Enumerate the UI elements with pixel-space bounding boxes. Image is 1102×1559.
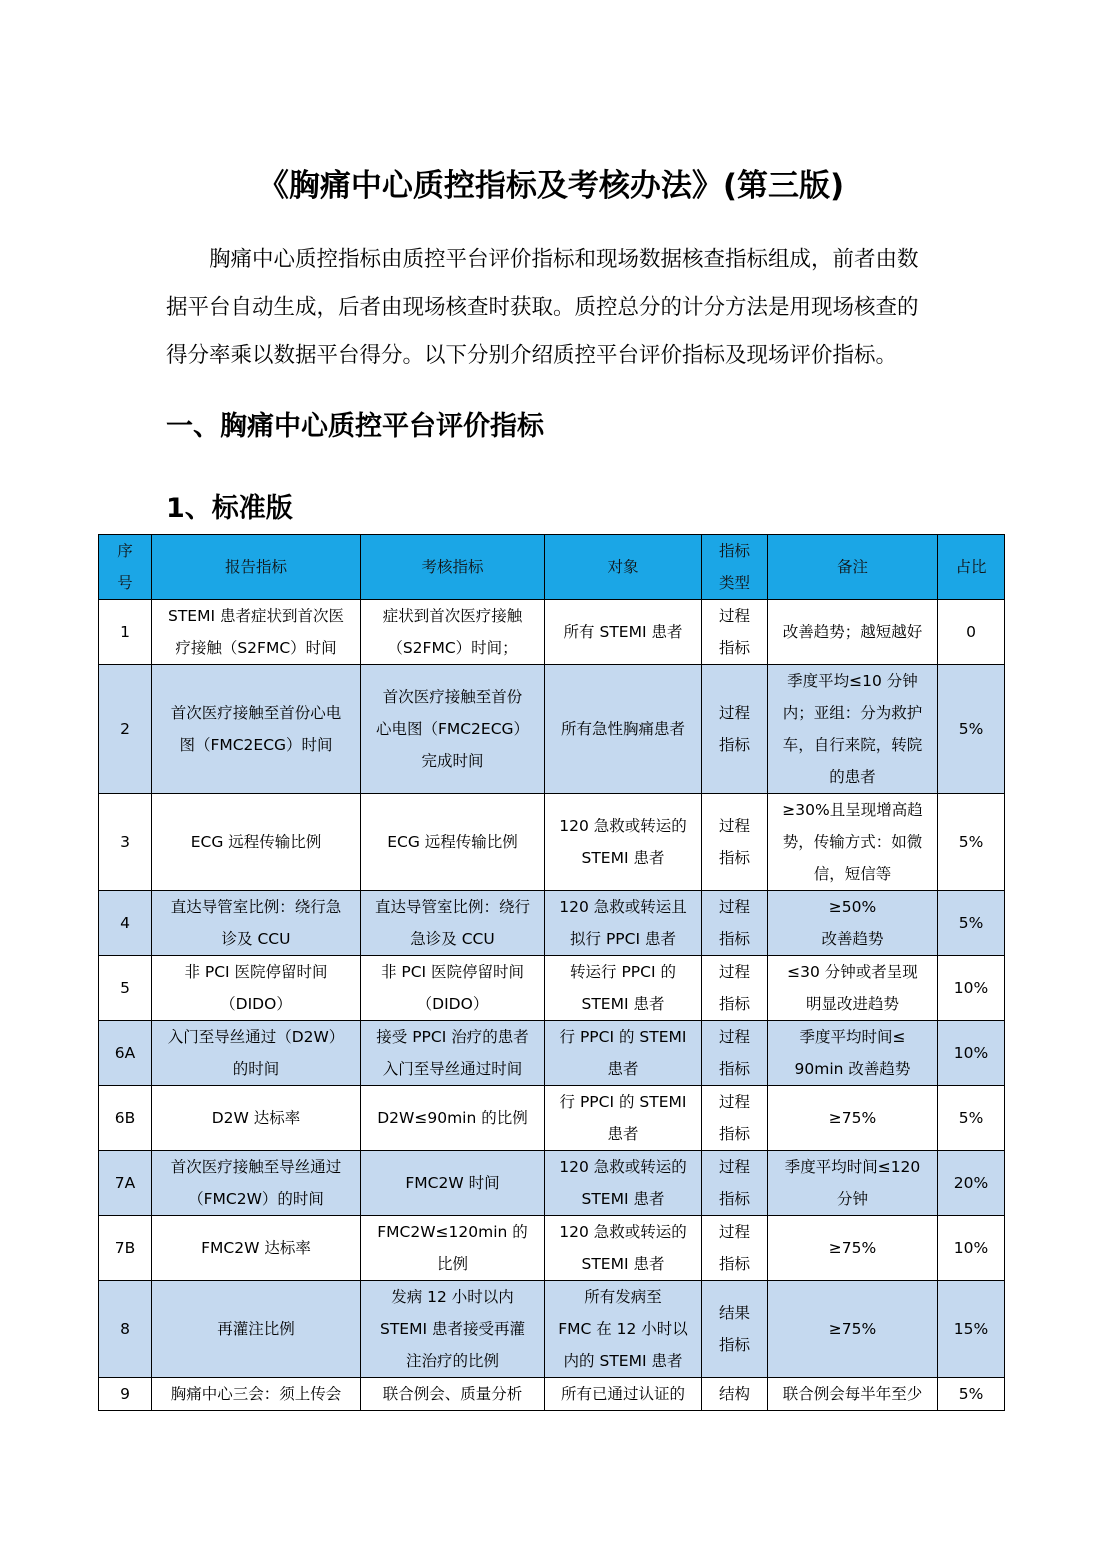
cell-indicator-type [702,956,768,1021]
cell-seq [99,1086,152,1151]
cell-text: 直达导管室比例：绕行急 [170,898,342,916]
cell-target [545,600,702,665]
cell-seq [99,1151,152,1216]
cell-text: 0 [966,623,976,641]
cell-text: 势，传输方式：如微 [782,833,923,851]
table-row [99,794,1005,891]
cell-text: 疗接触（S2FMC）时间 [175,639,337,657]
cell-text: 120 急救或转运且 [559,898,687,916]
cell-text: 指标 [718,1125,750,1143]
cell-text: 5% [958,914,984,932]
cell-text: 所有急性胸痛患者 [560,720,685,738]
cell-text: 过程 [718,817,750,835]
header-text: 类型 [718,574,750,592]
cell-text: （FMC2W）的时间 [188,1190,324,1208]
cell-text: 过程 [718,1158,750,1176]
cell-text: 过程 [718,1093,750,1111]
cell-text: 首次医疗接触至首份 [382,688,523,706]
cell-text: 过程 [718,898,750,916]
cell-text: STEMI 患者 [581,995,665,1013]
cell-text: 完成时间 [421,752,484,770]
cell-text: 明显改进趋势 [805,995,899,1013]
cell-text: 改善趋势；越短越好 [782,623,923,641]
cell-indicator-type [702,1021,768,1086]
cell-remark [768,1216,938,1281]
cell-text: 首次医疗接触至首份心电 [170,704,342,722]
cell-text: 5% [958,1109,984,1127]
cell-text: （S2FMC）时间； [387,639,518,657]
cell-remark [768,1151,938,1216]
cell-text: 120 急救或转运的 [559,817,687,835]
cell-text: 入门至导丝通过时间 [382,1060,523,1078]
cell-seq [99,1378,152,1411]
cell-seq [99,600,152,665]
cell-text: 联合例会、质量分析 [382,1385,523,1403]
header-text: 号 [117,574,133,592]
cell-seq [99,794,152,891]
cell-text: 季度平均时间≤120 [784,1158,921,1176]
cell-text: ≥50% [828,898,877,916]
cell-text: STEMI 患者 [581,1255,665,1273]
cell-text: 车，自行来院，转院 [782,736,923,754]
table-row [99,956,1005,1021]
cell-text: 接受 PPCI 治疗的患者 [376,1028,529,1046]
cell-text: 90min 改善趋势 [794,1060,911,1078]
cell-target [545,1021,702,1086]
cell-report-indicator [152,1086,361,1151]
cell-text: 的患者 [829,768,876,786]
cell-text: ≥75% [828,1320,877,1338]
cell-text: ≤30 分钟或者呈现 [787,963,918,981]
cell-text: 患者 [607,1060,639,1078]
cell-assessment-indicator [361,1378,545,1411]
table-row [99,1151,1005,1216]
cell-remark [768,1021,938,1086]
cell-text: 行 PPCI 的 STEMI [559,1028,687,1046]
document-title: 《胸痛中心质控指标及考核办法》(第三版) [257,168,845,204]
cell-text: 患者 [607,1125,639,1143]
cell-text: 比例 [436,1255,468,1273]
cell-indicator-type [702,1378,768,1411]
cell-assessment-indicator [361,956,545,1021]
cell-text: 所有发病至 [584,1288,662,1306]
cell-text: 首次医疗接触至导丝通过 [170,1158,342,1176]
cell-weight [938,665,1005,794]
cell-seq [99,1021,152,1086]
table-row [99,891,1005,956]
header-text: 对象 [607,558,639,576]
cell-weight [938,600,1005,665]
cell-text: 6B [114,1109,136,1127]
cell-assessment-indicator [361,665,545,794]
cell-indicator-type [702,600,768,665]
cell-remark [768,891,938,956]
cell-report-indicator [152,600,361,665]
cell-indicator-type [702,794,768,891]
cell-text: 指标 [718,639,750,657]
cell-remark [768,956,938,1021]
cell-text: 所有 STEMI 患者 [563,623,683,641]
cell-text: 120 急救或转运的 [559,1223,687,1241]
cell-indicator-type [702,665,768,794]
cell-assessment-indicator [361,600,545,665]
cell-weight [938,891,1005,956]
cell-target [545,1151,702,1216]
table-row [99,1216,1005,1281]
cell-text: 15% [953,1320,989,1338]
cell-text: STEMI 患者 [581,849,665,867]
cell-remark [768,1378,938,1411]
header-weight [938,535,1005,600]
cell-text: 指标 [718,849,750,867]
cell-text: D2W≤90min 的比例 [377,1109,528,1127]
cell-text: 10% [953,1239,989,1257]
cell-report-indicator [152,1378,361,1411]
cell-text: 信，短信等 [813,865,892,883]
cell-target [545,956,702,1021]
intro-paragraph [166,236,938,380]
cell-text: 急诊及 CCU [410,930,495,948]
table-row [99,665,1005,794]
cell-text: 结构 [718,1385,750,1403]
cell-remark [768,600,938,665]
cell-text: 非 PCI 医院停留时间 [380,963,525,981]
header-text: 报告指标 [224,558,287,576]
cell-remark [768,1086,938,1151]
cell-text: 5% [958,720,984,738]
cell-text: 指标 [718,995,750,1013]
cell-seq [99,956,152,1021]
cell-text: 10% [953,979,989,997]
header-remark [768,535,938,600]
intro-line: 得分率乘以数据平台得分。以下分别介绍质控平台评价指标及现场评价指标。 [166,343,898,368]
cell-target [545,1086,702,1151]
cell-text: STEMI 患者症状到首次医 [168,607,344,625]
cell-text: FMC 在 12 小时以 [558,1320,688,1338]
header-assessment-indicator [361,535,545,600]
cell-text: 10% [953,1044,989,1062]
cell-target [545,665,702,794]
cell-text: 指标 [718,1336,750,1354]
table-row [99,1086,1005,1151]
cell-weight [938,956,1005,1021]
cell-text: 6A [114,1044,136,1062]
indicator-table [98,534,1005,1411]
header-text: 占比 [955,558,987,576]
cell-weight [938,1378,1005,1411]
cell-text: 转运行 PPCI 的 [570,963,676,981]
table-row [99,1378,1005,1411]
cell-text: 2 [120,720,130,738]
cell-indicator-type [702,891,768,956]
cell-seq [99,1281,152,1378]
header-text: 备注 [836,558,868,576]
cell-text: 发病 12 小时以内 [391,1288,514,1306]
cell-text: 过程 [718,963,750,981]
table-row [99,1281,1005,1378]
cell-text: 改善趋势 [821,930,884,948]
cell-text: 5% [958,1385,984,1403]
cell-weight [938,1021,1005,1086]
cell-text: 过程 [718,607,750,625]
cell-assessment-indicator [361,891,545,956]
cell-weight [938,1216,1005,1281]
cell-report-indicator [152,891,361,956]
cell-text: 120 急救或转运的 [559,1158,687,1176]
cell-indicator-type [702,1086,768,1151]
cell-seq [99,891,152,956]
cell-report-indicator [152,1151,361,1216]
cell-text: 图（FMC2ECG）时间 [179,736,333,754]
cell-text: 拟行 PPCI 患者 [570,930,676,948]
cell-text: 4 [120,914,130,932]
table-row [99,600,1005,665]
cell-text: 8 [120,1320,130,1338]
cell-text: 20% [953,1174,989,1192]
cell-text: 过程 [718,704,750,722]
cell-target [545,1216,702,1281]
cell-assessment-indicator [361,1281,545,1378]
cell-text: 所有已通过认证的 [560,1385,685,1403]
cell-text: ≥75% [828,1109,877,1127]
cell-text: 入门至导丝通过（D2W） [167,1028,345,1046]
cell-text: 7A [114,1174,136,1192]
cell-text: 症状到首次医疗接触 [382,607,523,625]
header-report-indicator [152,535,361,600]
cell-target [545,1378,702,1411]
cell-text: 心电图（FMC2ECG） [375,720,530,738]
cell-seq [99,1216,152,1281]
cell-text: （DIDO） [220,995,292,1013]
header-text: 序 [117,542,133,560]
cell-text: STEMI 患者 [581,1190,665,1208]
cell-remark [768,665,938,794]
cell-text: D2W 达标率 [211,1109,301,1127]
table-header-row [99,535,1005,600]
cell-remark [768,1281,938,1378]
cell-target [545,794,702,891]
cell-text: 联合例会每半年至少 [782,1385,923,1403]
cell-text: （DIDO） [416,995,489,1013]
cell-remark [768,794,938,891]
table-row [99,1021,1005,1086]
cell-text: 5% [958,833,984,851]
cell-text: 结果 [718,1304,750,1322]
cell-weight [938,794,1005,891]
cell-text: FMC2W 达标率 [201,1239,311,1257]
cell-text: 内；亚组：分为救护 [782,704,923,722]
cell-weight [938,1281,1005,1378]
cell-text: ECG 远程传输比例 [387,833,518,851]
cell-assessment-indicator [361,1021,545,1086]
cell-text: FMC2W 时间 [405,1174,500,1192]
cell-seq [99,665,152,794]
cell-report-indicator [152,794,361,891]
cell-text: 9 [120,1385,130,1403]
cell-weight [938,1151,1005,1216]
cell-text: 5 [120,979,130,997]
table-body [99,600,1005,1411]
cell-text: 指标 [718,736,750,754]
cell-text: 注治疗的比例 [405,1352,499,1370]
cell-text: 1 [120,623,130,641]
cell-assessment-indicator [361,1086,545,1151]
cell-text: ECG 远程传输比例 [190,833,322,851]
cell-assessment-indicator [361,1216,545,1281]
cell-text: 季度平均时间≤ [799,1028,906,1046]
cell-weight [938,1086,1005,1151]
cell-text: 3 [120,833,130,851]
subsection-heading: 1、标准版 [166,493,293,524]
cell-text: 过程 [718,1223,750,1241]
header-indicator-type [702,535,768,600]
cell-text: 过程 [718,1028,750,1046]
intro-line: 据平台自动生成，后者由现场核查时获取。质控总分的计分方法是用现场核查的 [166,295,919,320]
cell-assessment-indicator [361,794,545,891]
cell-report-indicator [152,665,361,794]
cell-text: STEMI 患者接受再灌 [380,1320,525,1338]
header-target [545,535,702,600]
cell-text: 直达导管室比例：绕行 [374,898,530,916]
cell-indicator-type [702,1216,768,1281]
cell-assessment-indicator [361,1151,545,1216]
cell-text: 诊及 CCU [221,930,291,948]
cell-report-indicator [152,1021,361,1086]
cell-report-indicator [152,956,361,1021]
intro-line: 胸痛中心质控指标由质控平台评价指标和现场数据核查指标组成，前者由数 [209,247,919,272]
cell-text: FMC2W≤120min 的 [377,1223,528,1241]
cell-text: 再灌注比例 [217,1320,295,1338]
cell-target [545,1281,702,1378]
cell-text: 的时间 [232,1060,280,1078]
cell-text: 指标 [718,930,750,948]
cell-text: 7B [114,1239,136,1257]
cell-text: 行 PPCI 的 STEMI [559,1093,687,1111]
cell-report-indicator [152,1281,361,1378]
cell-text: ≥75% [828,1239,877,1257]
cell-text: 非 PCI 医院停留时间 [184,963,328,981]
header-text: 考核指标 [421,558,484,576]
cell-text: 分钟 [836,1190,868,1208]
cell-report-indicator [152,1216,361,1281]
cell-indicator-type [702,1281,768,1378]
cell-text: ≥30%且呈现增高趋 [782,801,923,819]
section-heading: 一、胸痛中心质控平台评价指标 [166,411,544,442]
cell-text: 季度平均≤10 分钟 [787,672,918,690]
cell-indicator-type [702,1151,768,1216]
cell-text: 指标 [718,1255,750,1273]
cell-text: 胸痛中心三会：须上传会 [170,1385,342,1403]
header-seq [99,535,152,600]
cell-target [545,891,702,956]
cell-text: 指标 [718,1190,750,1208]
cell-text: 指标 [718,1060,750,1078]
header-text: 指标 [718,542,750,560]
cell-text: 内的 STEMI 患者 [563,1352,683,1370]
